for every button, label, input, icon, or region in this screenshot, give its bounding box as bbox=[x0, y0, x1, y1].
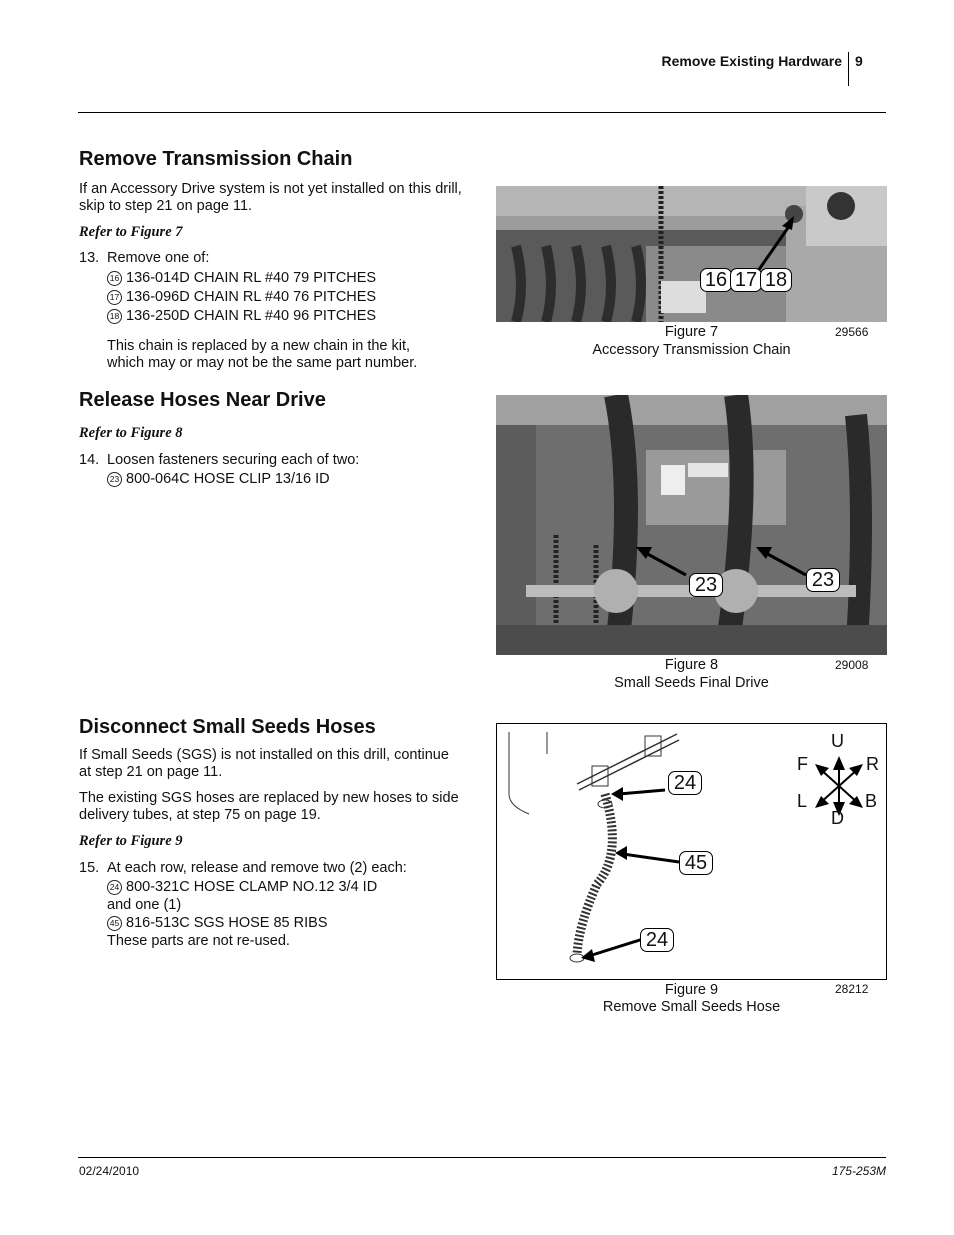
section-title-remove-transmission-chain: Remove Transmission Chain bbox=[79, 148, 353, 170]
direction-label-left: L bbox=[797, 791, 808, 811]
step-15 bbox=[79, 859, 407, 877]
figure-8-photo bbox=[496, 395, 887, 655]
part-ref-circle: 24 bbox=[107, 880, 122, 895]
callout: 24 bbox=[640, 928, 674, 952]
part-item bbox=[107, 914, 328, 932]
step-number: 13. bbox=[79, 250, 100, 266]
figure-9-label: Figure 9 bbox=[664, 982, 719, 998]
step-note: These parts are not re-used. bbox=[107, 933, 290, 949]
part-ref-circle: 16 bbox=[107, 271, 122, 286]
part-item bbox=[107, 307, 376, 325]
part-text: 136-014D CHAIN RL #40 79 PITCHES bbox=[126, 270, 377, 286]
part-item bbox=[107, 288, 376, 306]
section-intro: If an Accessory Drive system is not yet installed on this drill, skip to step 21 on page 11. bbox=[79, 181, 462, 214]
header-rule bbox=[78, 112, 886, 113]
step-text: Remove one of: bbox=[107, 250, 210, 266]
part-item bbox=[107, 269, 376, 287]
callout: 18 bbox=[760, 268, 792, 292]
direction-label-rear: R bbox=[866, 754, 879, 774]
step-text: At each row, release and remove two (2) each: bbox=[107, 860, 407, 876]
figure-7-label: Figure 7 bbox=[664, 324, 719, 340]
figure-7-caption: Accessory Transmission Chain bbox=[592, 342, 791, 358]
part-item bbox=[107, 878, 377, 896]
part-ref-circle: 18 bbox=[107, 309, 122, 324]
figure-7-photo bbox=[496, 186, 887, 322]
part-text: 800-064C HOSE CLIP 13/16 ID bbox=[126, 471, 330, 487]
step-number: 15. bbox=[79, 860, 100, 876]
direction-compass-icon bbox=[815, 756, 863, 816]
figure-8-caption: Small Seeds Final Drive bbox=[614, 675, 769, 691]
step-14 bbox=[79, 451, 359, 469]
step-continuation: and one (1) bbox=[107, 897, 182, 913]
part-text: 136-096D CHAIN RL #40 76 PITCHES bbox=[126, 289, 377, 305]
direction-label-back: B bbox=[865, 791, 878, 811]
step-text: Loosen fasteners securing each of two: bbox=[107, 452, 360, 468]
footer-document-id: 175-253M bbox=[831, 1164, 886, 1178]
transmission-chain-illustration bbox=[496, 186, 887, 322]
part-ref-circle: 23 bbox=[107, 472, 122, 487]
part-text: 136-250D CHAIN RL #40 96 PITCHES bbox=[126, 308, 377, 324]
figure-9-number: 28212 bbox=[835, 982, 869, 996]
direction-label-up: U bbox=[831, 731, 844, 751]
direction-label-down: D bbox=[831, 808, 844, 828]
section-paragraph: The existing SGS hoses are replaced by new hoses to side delivery tubes, at step 75 on page 19. bbox=[79, 790, 459, 823]
step-note: This chain is replaced by a new chain in the kit, which may or may not be the same part number. bbox=[107, 338, 418, 371]
section-title-release-hoses: Release Hoses Near Drive bbox=[79, 389, 326, 411]
part-text: 800-321C HOSE CLAMP NO.12 3/4 ID bbox=[126, 879, 378, 895]
footer-rule bbox=[78, 1157, 886, 1158]
figure-reference: Refer to Figure 7 bbox=[79, 224, 183, 240]
part-ref-circle: 45 bbox=[107, 916, 122, 931]
figure-reference: Refer to Figure 9 bbox=[79, 833, 183, 849]
part-item bbox=[107, 470, 330, 488]
direction-label-front: F bbox=[797, 754, 808, 774]
figure-8-label: Figure 8 bbox=[664, 657, 719, 673]
part-text: 816-513C SGS HOSE 85 RIBS bbox=[126, 915, 328, 931]
page-number: 9 bbox=[855, 53, 863, 69]
callout: 17 bbox=[730, 268, 762, 292]
section-paragraph: If Small Seeds (SGS) is not installed on this drill, continue at step 21 on page 11. bbox=[79, 747, 449, 780]
step-number: 14. bbox=[79, 452, 100, 468]
figure-8-number: 29008 bbox=[835, 658, 869, 672]
figure-9-caption: Remove Small Seeds Hose bbox=[602, 999, 781, 1015]
part-ref-circle: 17 bbox=[107, 290, 122, 305]
figure-7-number: 29566 bbox=[835, 325, 869, 339]
step-13 bbox=[79, 249, 209, 267]
section-title-disconnect-sgs-hoses: Disconnect Small Seeds Hoses bbox=[79, 716, 376, 738]
running-header-title: Remove Existing Hardware bbox=[661, 53, 842, 69]
callout: 23 bbox=[806, 568, 840, 592]
callout: 45 bbox=[679, 851, 713, 875]
footer-date: 02/24/2010 bbox=[79, 1164, 140, 1178]
callout: 16 bbox=[700, 268, 732, 292]
callout: 23 bbox=[689, 573, 723, 597]
header-separator bbox=[848, 52, 849, 86]
figure-reference: Refer to Figure 8 bbox=[79, 425, 183, 441]
final-drive-illustration bbox=[496, 395, 887, 655]
callout: 24 bbox=[668, 771, 702, 795]
